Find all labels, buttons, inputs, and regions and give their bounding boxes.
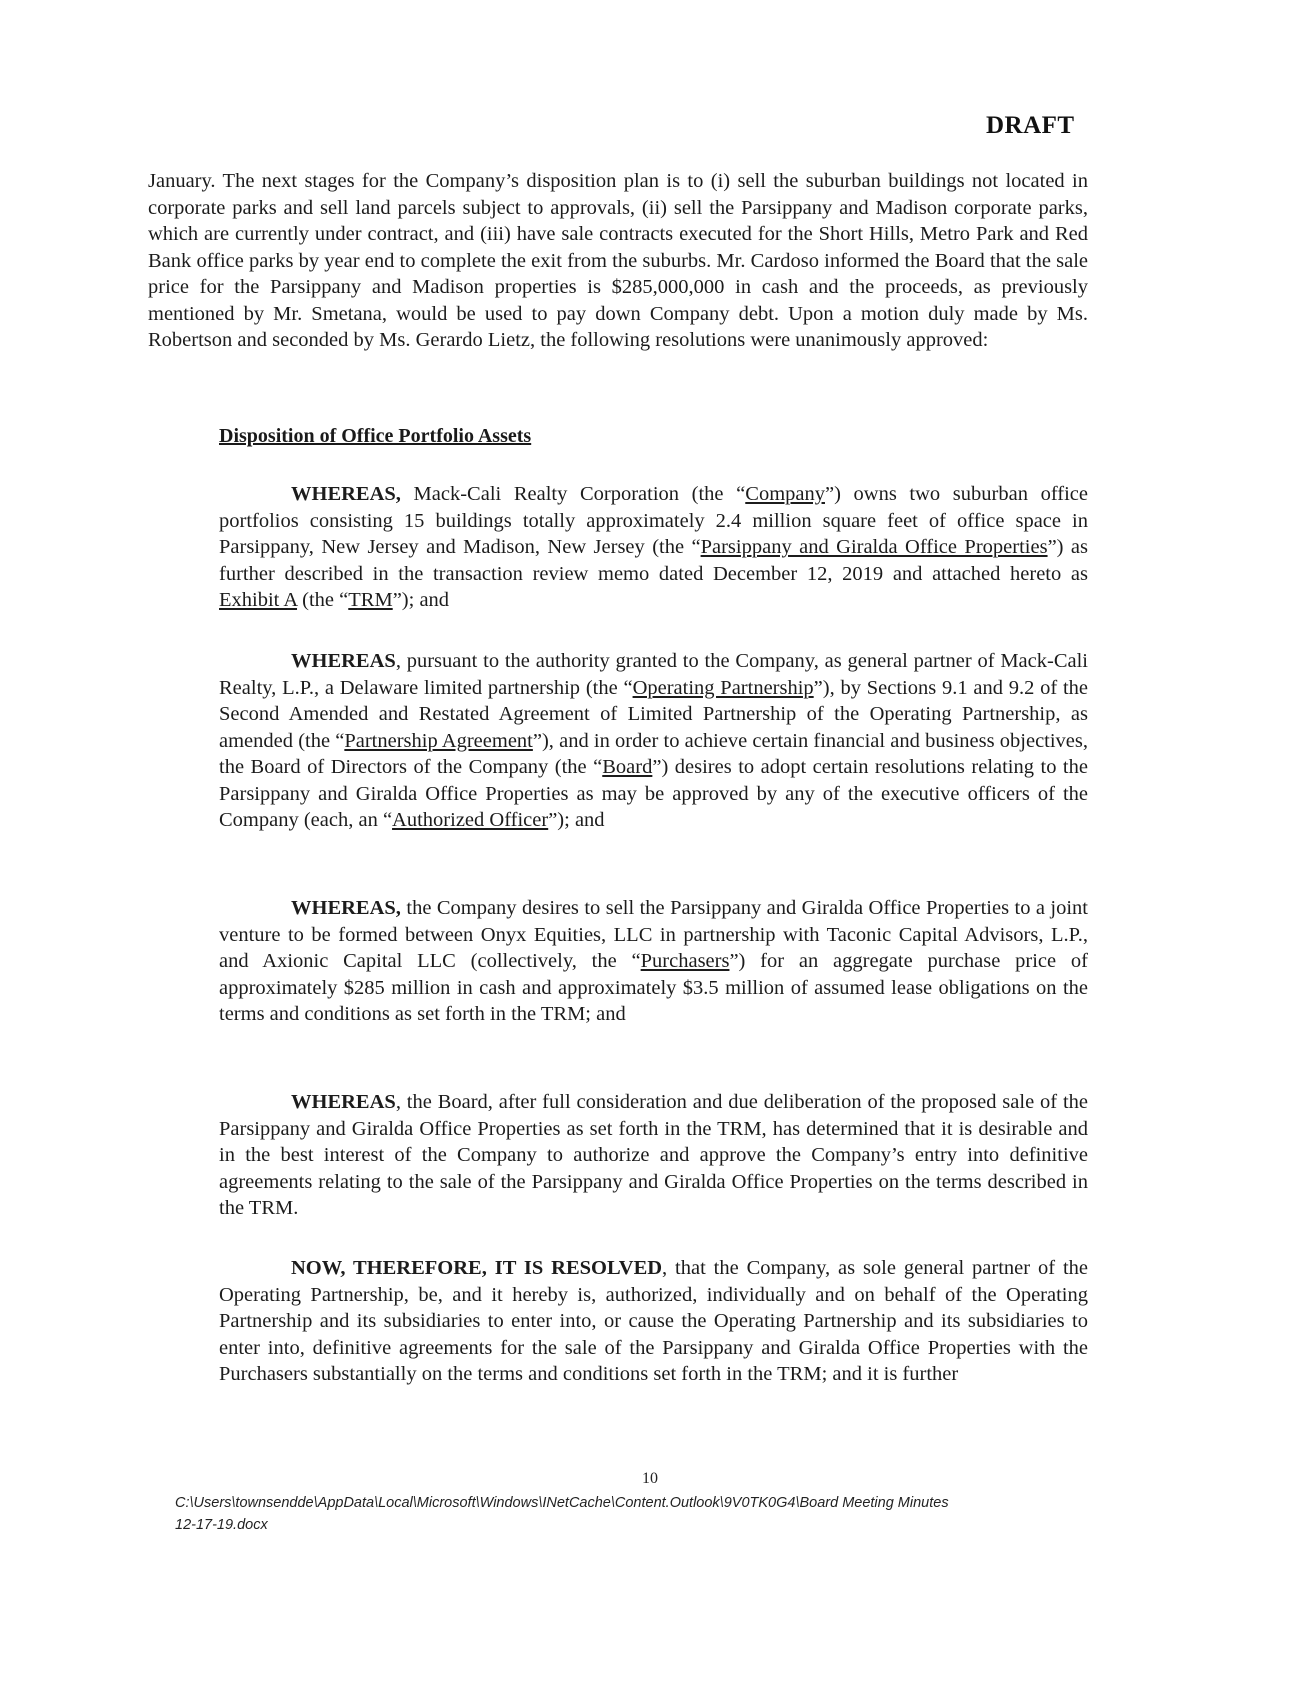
whereas-paragraph-1: [219, 481, 1088, 614]
text-run: ”) for an aggregate purchase price of approximately $285 million in cash and approximately $3.5 million of assumed lease obligations on the terms and conditions as set forth in the TRM; and: [219, 950, 1089, 1025]
defined-term-trm: TRM: [348, 589, 393, 611]
draft-watermark: DRAFT: [986, 112, 1075, 139]
section-heading: Disposition of Office Portfolio Assets: [219, 425, 532, 447]
resolved-paragraph: [219, 1255, 1088, 1388]
defined-term-operating-partnership: Operating Partnership: [632, 676, 814, 699]
defined-term-company: Company: [745, 483, 825, 505]
text-run: , pursuant to the authority granted to the Company, as general partner of Mack-Cali Realty, L.P., a Delaware limited partnership (the “: [219, 650, 1088, 699]
intro-paragraph: January. The next stages for the Company’s disposition plan is to (i) sell the suburban buildings not located in corporate parks and sell land parcels subject to approvals, (ii) sell the Parsippany and Madison corporate parks, which are currently under contract, and (iii) have sale contracts executed for the Short Hills, Metro Park and Red Bank office parks by year end to complete the exit from the suburbs. Mr. Cardoso informed the Board that the sale price for the Parsippany and Madison properties is $285,000,000 in cash and the proceeds, as previously mentioned by Mr. Smetana, would be used to pay down Company debt. Upon a motion duly made by Ms. Robertson and seconded by Ms. Gerardo Lietz, the following resolutions were unanimously approved:: [148, 170, 1088, 351]
text-run: ”) desires to adopt certain resolutions relating to the Parsippany and Giralda Office Properties as may be approved by any of the executive officers of the Company (each, an “: [219, 756, 1088, 831]
text-run: ”); and: [392, 589, 450, 611]
defined-term-properties: Parsippany and Giralda Office Properties: [700, 536, 1048, 558]
page-number: 10: [642, 1470, 658, 1487]
whereas-paragraph-4: [219, 1089, 1088, 1222]
text-run: (the “: [297, 589, 349, 611]
defined-term-authorized-officer: Authorized Officer: [392, 809, 549, 831]
text-run: ”), by Sections 9.1 and 9.2 of the Second Amended and Restated Agreement of Limited Partnership of the Operating Partnership, as amended (the “: [219, 676, 1088, 752]
file-path-line-2: 12-17-19.docx: [175, 1517, 268, 1533]
paragraph-lead: NOW, THEREFORE, IT IS RESOLVED: [291, 1257, 663, 1279]
text-run: ”) as further described in the transaction review memo dated December 12, 2019 and attached hereto as: [219, 536, 1088, 585]
text-run: , that the Company, as sole general partner of the Operating Partnership, be, and it hereby is, authorized, individually and on behalf of the Operating Partnership and its subsidiaries to enter into, or cause the Operating Partnership and its subsidiaries to enter into, definitive agreements for the sale of the Parsippany and Giralda Office Properties with the Purchasers substantially on the terms and conditions set forth in the TRM; and it is further: [219, 1257, 1088, 1385]
text-run: the Company desires to sell the Parsippany and Giralda Office Properties to a joint venture to be formed between Onyx Equities, LLC in partnership with Taconic Capital Advisors, L.P., and Axionic Capital LLC (collectively, the “: [219, 897, 1088, 972]
whereas-paragraph-2: [219, 648, 1088, 834]
text-run: , the Board, after full consideration and due deliberation of the proposed sale of the Parsippany and Giralda Office Properties as set forth in the TRM, has determined that it is desirable and in the best interest of the Company to authorize and approve the Company’s entry into definitive agreements relating to the sale of the Parsippany and Giralda Office Properties on the terms described in the TRM.: [219, 1091, 1088, 1219]
exhibit-reference: Exhibit A: [219, 589, 298, 611]
defined-term-purchasers: Purchasers: [640, 950, 730, 972]
text-run: ”); and: [548, 809, 605, 831]
text-run: ”), and in order to achieve certain financial and business objectives, the Board of Directors of the Company (the “: [219, 729, 1089, 778]
paragraph-lead: WHEREAS: [291, 1091, 396, 1113]
whereas-paragraph-3: [219, 895, 1088, 1028]
text-run: ”) owns two suburban office portfolios consisting 15 buildings totally approximately 2.4 million square feet of office space in Parsippany, New Jersey and Madison, New Jersey (the “: [219, 483, 1089, 558]
paragraph-lead: WHEREAS,: [291, 483, 401, 505]
file-path-line-1: C:\Users\townsendde\AppData\Local\Microsoft\Windows\INetCache\Content.Outlook\9V0TK0G4\Board Meeting Minutes: [175, 1495, 949, 1511]
text-run: Mack-Cali Realty Corporation (the “: [400, 483, 746, 505]
paragraph-lead: WHEREAS: [291, 650, 396, 672]
defined-term-board: Board: [602, 756, 653, 778]
footer-file-path: [175, 1492, 1125, 1536]
paragraph-lead: WHEREAS,: [291, 897, 401, 919]
defined-term-partnership-agreement: Partnership Agreement: [344, 729, 533, 752]
